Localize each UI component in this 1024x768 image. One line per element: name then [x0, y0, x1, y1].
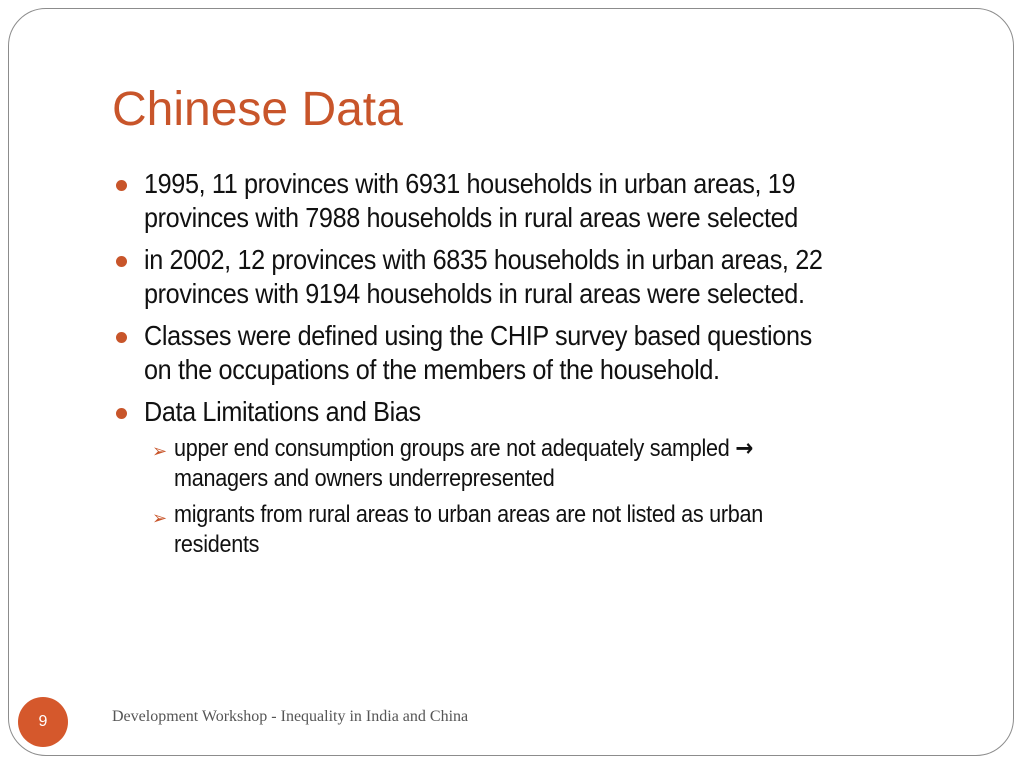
sub-bullet-line: migrants from rural areas to urban areas are not listed as urban	[174, 501, 764, 528]
slide-number: 9	[38, 713, 48, 730]
sub-bullet-text: upper end consumption groups are not adequately sampled	[174, 435, 730, 462]
sub-bullet-item	[112, 433, 972, 494]
bullet-line: provinces with 7988 households in rural areas were selected	[144, 202, 798, 233]
slide-number-badge	[18, 697, 68, 747]
bullet-line: in 2002, 12 provinces with 6835 households in urban areas, 22	[144, 244, 823, 275]
bullet-line: Classes were defined using the CHIP survey based questions	[144, 320, 812, 351]
bullet-item	[112, 395, 972, 560]
bullet-item	[112, 319, 972, 387]
sub-bullet-item	[112, 500, 972, 560]
slide-title: Chinese Data	[112, 83, 403, 136]
right-arrow-icon: →	[735, 434, 754, 462]
bullet-dot-icon	[116, 332, 127, 343]
sub-bullet-line: managers and owners underrepresented	[174, 465, 555, 492]
bullet-dot-icon	[116, 180, 127, 191]
sub-bullet-line: residents	[174, 531, 260, 558]
sub-bullet-list	[144, 433, 972, 560]
arrowhead-bullet-icon: ➢	[152, 441, 167, 462]
bullet-item	[112, 243, 972, 311]
bullet-line: provinces with 9194 households in rural areas were selected.	[144, 278, 805, 309]
bullet-line: on the occupations of the members of the household.	[144, 354, 720, 385]
bullet-line: 1995, 11 provinces with 6931 households in urban areas, 19	[144, 168, 796, 199]
bullet-dot-icon	[116, 408, 127, 419]
bullet-item	[112, 167, 972, 235]
arrowhead-bullet-icon: ➢	[152, 508, 167, 529]
bullet-list	[112, 167, 972, 568]
sub-bullet-line	[174, 433, 753, 464]
footer-text: Development Workshop - Inequality in India and China	[112, 708, 469, 725]
bullet-line: Data Limitations and Bias	[144, 396, 421, 427]
bullet-dot-icon	[116, 256, 127, 267]
